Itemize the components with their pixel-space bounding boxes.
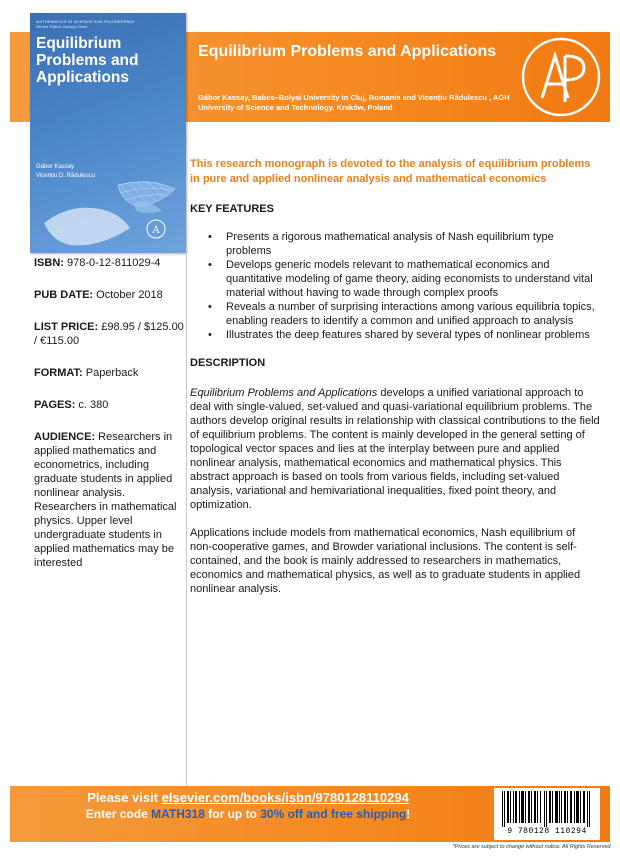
barcode-number: 9 780128 110294 <box>507 827 587 836</box>
book-url-link[interactable]: elsevier.com/books/isbn/9780128110294 <box>161 790 409 805</box>
format-field: FORMAT: Paperback <box>34 367 139 379</box>
cover-authors: Gábor Kassay Vicențiu D. Rădulescu <box>36 164 95 179</box>
visit-line: Please visit elsevier.com/books/isbn/9780128110294 <box>87 790 409 805</box>
audience-field: AUDIENCE: Researchers in applied mathematics and econometrics, including graduate students in applied nonlinear analysis. Researchers in mathematical physics. Upper level undergraduate students in applied mathematics may be interested <box>34 431 177 569</box>
promo-footer <box>10 786 610 842</box>
description-heading: DESCRIPTION <box>190 357 266 369</box>
list-item: • Develops generic models relevant to mathematical economics and quantitative modeling of game theory, aiding economists to understand vital material without having to wade through complex proofs <box>208 258 600 300</box>
column-divider <box>186 122 187 786</box>
cover-surface-illustration <box>30 173 186 253</box>
key-features-list <box>190 230 600 342</box>
pages-field: PAGES: c. 380 <box>34 399 109 411</box>
cover-elsevier-logo <box>147 220 165 238</box>
pubdate-field: PUB DATE: October 2018 <box>34 289 163 301</box>
description-paragraph-2: Applications include models from mathematical economics, Nash equilibrium of non-cooperative games, and Browder variational inclusions. The content is self-contained, and the book is mainly addressed to researchers in mathematics, economics and mathematical physics, as well as to graduate students in applied nonlinear analysis. <box>190 527 581 595</box>
discount-text: 30% off and free shipping <box>260 807 407 821</box>
list-item: • Reveals a number of surprising interactions among various equilibria topics, enabling readers to identify a common and unified approach to analysis <box>208 300 600 328</box>
cover-title: Equilibrium Problems and Applications <box>36 35 139 86</box>
description-paragraph-1: Equilibrium Problems and Applications develops a unified variational approach to deal with single-valued, set-valued and quasi-variational equilibrium problems. The authors develop original results in relationship with classical contributions to the field of equilibrium problems. The content is mainly developed in the general setting of topological vector spaces and lies at the interplay between pure and applied nonlinear analysis, mathematical economics and mathematical physics. This abstract approach is based on tools from various fields, including set-valued analysis, variational and hemivariational inequalities, fixed point theory, and optimization. <box>190 387 600 511</box>
list-item: • Presents a rigorous mathematical analysis of Nash equilibrium type problems <box>208 230 600 258</box>
author-affiliations: Gábor Kassay, Babes–Bolyai University in Cluj, Romania and Vicențiu Rădulescu , AGH University of Science and Technology, Kraków, Poland <box>198 93 510 112</box>
book-cover <box>30 13 186 253</box>
intro-statement: This research monograph is devoted to the analysis of equilibrium problems in pure and applied nonlinear analysis and mathematical economics <box>190 158 591 185</box>
list-item: • Illustrates the deep features shared by several types of nonlinear problems <box>208 328 600 342</box>
promo-code: MATH318 <box>151 807 205 821</box>
price-field: LIST PRICE: £98.95 / $125.00 / €115.00 <box>34 321 184 347</box>
academic-press-ap-icon <box>520 36 602 118</box>
isbn-barcode <box>494 788 600 840</box>
cover-series: MATHEMATICS IN SCIENCE AND ENGINEERING Series Editor Goong Chen <box>36 19 135 29</box>
page-title: Equilibrium Problems and Applications <box>198 43 497 60</box>
key-features-heading: KEY FEATURES <box>190 203 274 215</box>
book-details <box>34 256 184 570</box>
price-disclaimer: *Prices are subject to change without notice. All Rights Reserved. <box>452 844 612 850</box>
svg-text:A: A <box>152 225 160 236</box>
main-content <box>190 157 600 596</box>
promo-code-line: Enter code MATH318 for up to 30% off and free shipping! <box>85 807 411 821</box>
barcode-bars <box>494 788 600 828</box>
isbn-field: ISBN: 978-0-12-811029-4 <box>34 257 161 269</box>
